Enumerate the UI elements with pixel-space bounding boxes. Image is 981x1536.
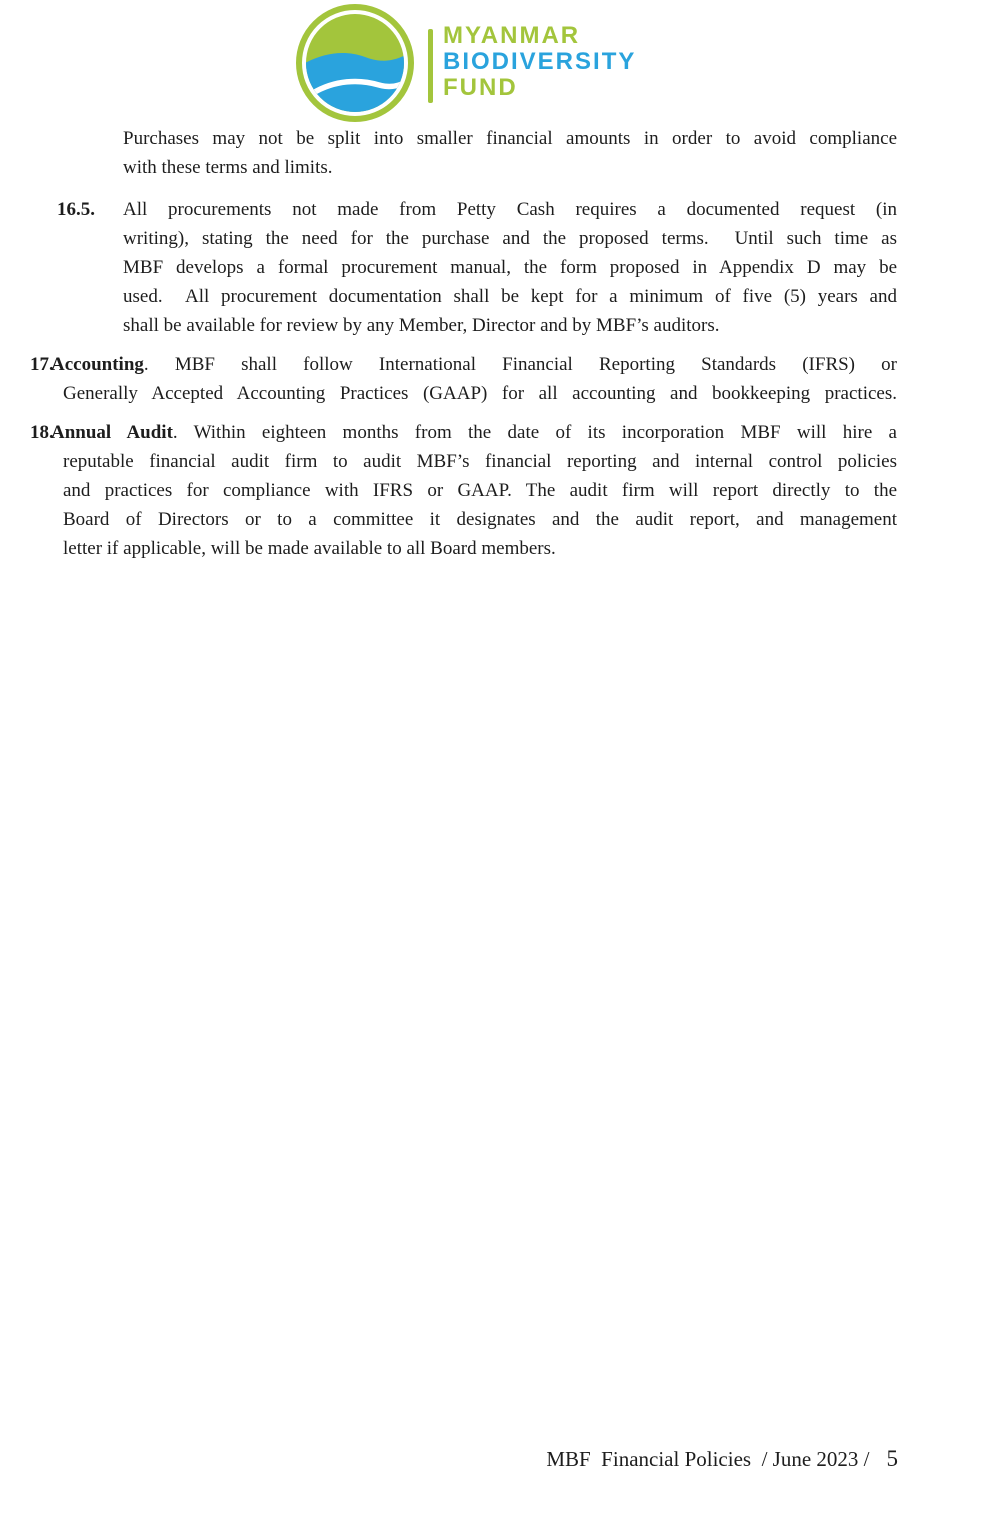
footer-text: MBF Financial Policies / June 2023 /: [546, 1447, 870, 1471]
item-number: 17.: [30, 354, 54, 375]
logo-text-biodiversity: BIODIVERSITY: [443, 48, 637, 75]
text-line: reputable financial audit firm to audit MBF’s financial reporting and internal control policies: [63, 451, 897, 472]
text-line: shall be available for review by any Member, Director and by MBF’s auditors.: [123, 315, 720, 336]
item-number: 18.: [30, 422, 54, 443]
text-segment: . MBF shall follow International Financial Reporting Standards (IFRS) or: [143, 354, 897, 375]
logo-text-fund: FUND: [443, 74, 518, 101]
text-segment: All procurements not made from Petty Cash requires a documented request (in: [123, 199, 897, 220]
page-number: 5: [886, 1446, 898, 1471]
section-label-annual-audit: Annual Audit: [51, 422, 173, 443]
text-line: [30, 418, 897, 447]
text-line: Purchases may not be split into smaller financial amounts in order to avoid compliance: [123, 128, 897, 149]
logo-text-myanmar: MYANMAR: [443, 22, 581, 49]
item-18-annual-audit: [30, 418, 897, 563]
text-line: [30, 350, 897, 379]
text-line: and practices for compliance with IFRS or GAAP. The audit firm will report directly to the: [63, 480, 897, 501]
logo-wordmark: [443, 3, 636, 123]
logo-separator: [428, 29, 433, 103]
section-label-accounting: Accounting: [51, 354, 144, 375]
text-line: Board of Directors or to a committee it designates and the audit report, and management: [63, 509, 897, 530]
paragraph-purchases-continuation: [123, 124, 897, 182]
text-line: letter if applicable, will be made available to all Board members.: [63, 538, 556, 559]
text-line: writing), stating the need for the purchase and the proposed terms. Until such time as: [123, 228, 897, 249]
text-line: MBF develops a formal procurement manual, the form proposed in Appendix D may be: [123, 257, 897, 278]
item-16-5: [57, 195, 897, 340]
text-segment: . Within eighteen months from the date of its incorporation MBF will hire a: [172, 422, 897, 443]
item-17-accounting: [30, 350, 897, 408]
page-footer: [546, 1446, 898, 1472]
text-line: Generally Accepted Accounting Practices (GAAP) for all accounting and bookkeeping practices.: [63, 383, 897, 404]
logo-circle-wave-icon: [295, 3, 415, 123]
text-line: with these terms and limits.: [123, 157, 333, 178]
mbf-logo: [295, 3, 636, 123]
item-number: 16.5.: [57, 199, 95, 220]
text-line: [57, 195, 897, 224]
document-body: [0, 124, 981, 563]
text-line: used. All procurement documentation shall be kept for a minimum of five (5) years and: [123, 286, 897, 307]
